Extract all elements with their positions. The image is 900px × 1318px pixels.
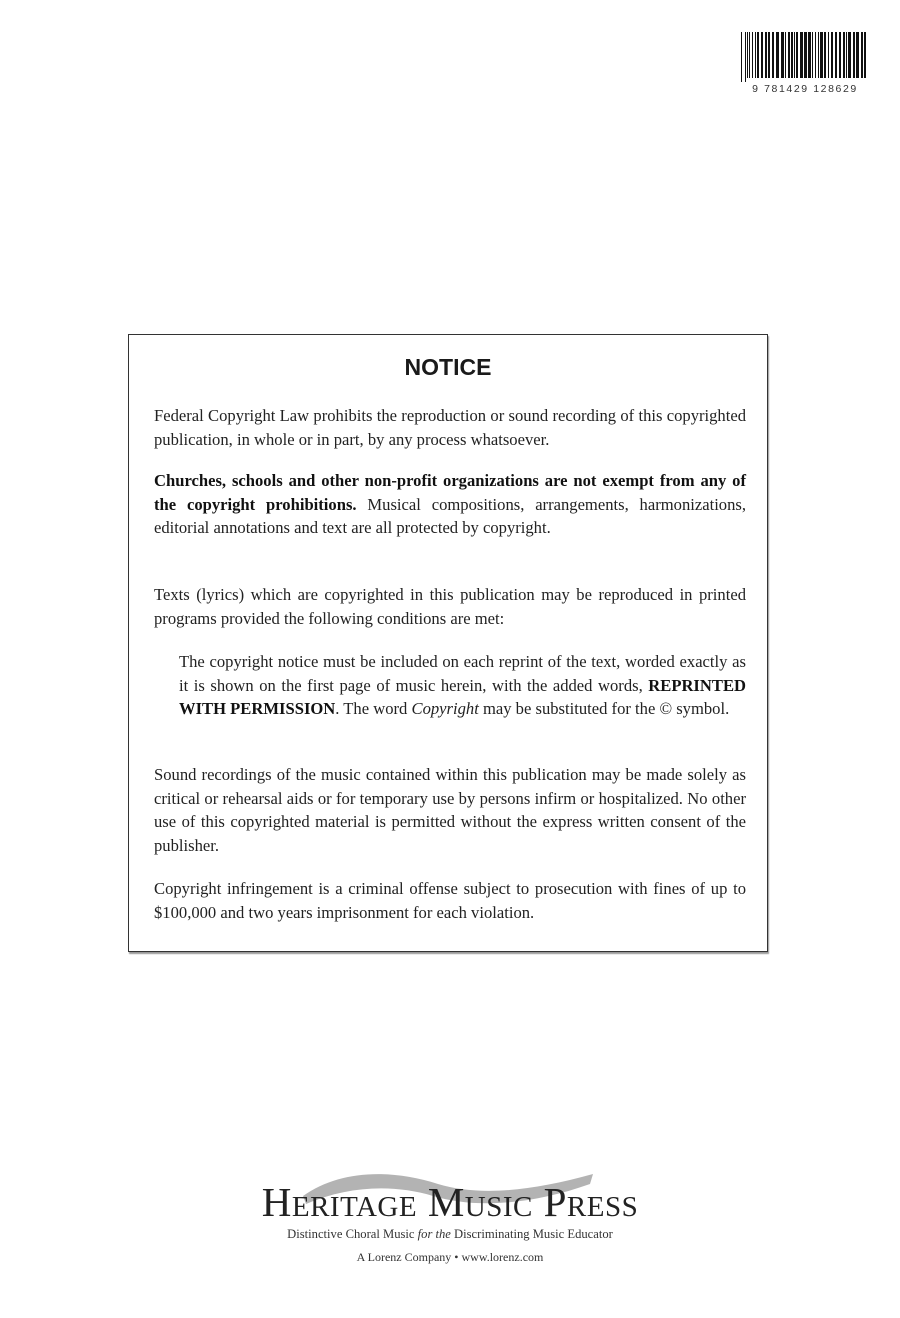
- notice-paragraph-exempt: [154, 469, 746, 540]
- notice-paragraph-lyrics: Texts (lyrics) which are copyrighted in this publication may be reproduced in printed programs provided the following conditions are met:: [154, 585, 746, 628]
- notice-paragraph-reprint-conditions: [179, 650, 746, 721]
- notice-paragraph-recordings: Sound recordings of the music contained within this publication may be made solely as critical or rehearsal aids or for temporary use by persons infirm or hospitalized. No other use of this copyrighted material is permitted without the express written consent of the publisher.: [154, 765, 746, 855]
- notice-title: NOTICE: [404, 354, 492, 380]
- exempt-rest-text: Musical compositions, arrangements, harmonizations, editorial annotations and text are all protected by copyright.: [154, 494, 747, 537]
- reprint-text-c: may be substituted for the © symbol.: [478, 699, 730, 718]
- barcode-digits: 9 781429 128629: [752, 83, 858, 95]
- publisher-tagline: [240, 1227, 660, 1242]
- reprint-bold-text: REPRINTED WITH PERMISSION: [179, 675, 746, 718]
- reprint-text-a: The copyright notice must be included on each reprint of the text, worded exactly as it is shown on the first page of music herein, with the added words,: [179, 652, 746, 695]
- notice-paragraph-law: Federal Copyright Law prohibits the reproduction or sound recording of this copyrighted publication, in whole or in part, by any process whatsoever.: [154, 406, 746, 449]
- tagline-text-b: Discriminating Music Educator: [450, 1227, 613, 1241]
- copyright-notice-box: [128, 334, 768, 952]
- publisher-logo: [240, 1166, 660, 1276]
- isbn-barcode: [737, 30, 873, 98]
- reprint-text-b: . The word: [335, 699, 412, 718]
- publisher-company-line: A Lorenz Company • www.lorenz.com: [356, 1250, 544, 1264]
- publisher-name: Heritage Music Press: [261, 1179, 639, 1225]
- barcode-bars: [739, 32, 871, 82]
- reprint-italic-text: Copyright: [411, 699, 479, 718]
- tagline-text-a: Distinctive Choral Music: [287, 1227, 418, 1241]
- tagline-italic-text: for the: [417, 1227, 451, 1241]
- notice-paragraph-infringement: Copyright infringement is a criminal offense subject to prosecution with fines of up to $100,000 and two years imprisonment for each violation.: [154, 879, 746, 922]
- exempt-bold-text: Churches, schools and other non-profit organizations are not exempt from any of the copyright prohibitions.: [154, 471, 746, 514]
